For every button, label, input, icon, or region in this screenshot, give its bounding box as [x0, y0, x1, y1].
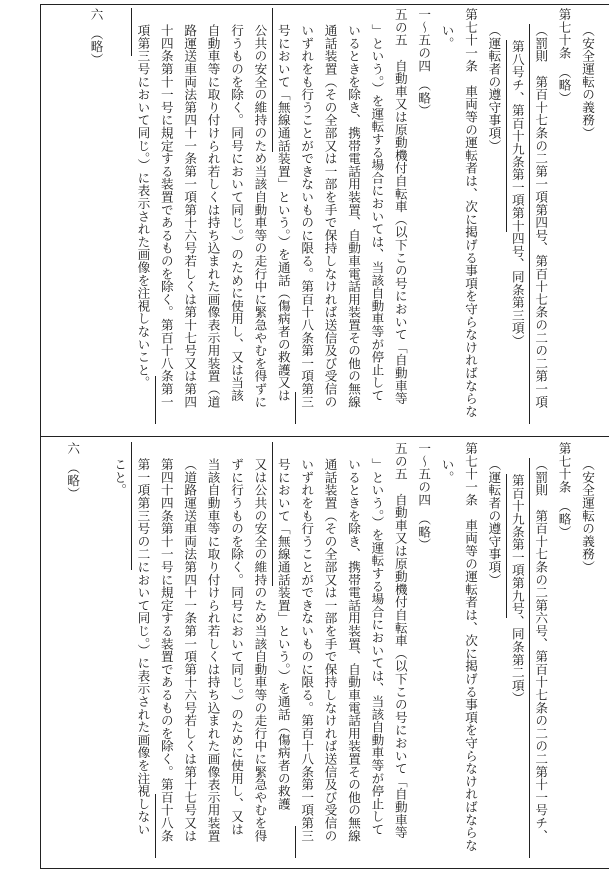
- text-line: いるときを除き、携帯電話用装置、自動車電話用装置その他の無線: [346, 24, 361, 408]
- text-line: 六 （略）: [65, 442, 81, 500]
- text-line: いるときを除き、携帯電話用装置、自動車電話用装置その他の無線: [346, 458, 361, 842]
- text-line: 」という。）を運転する場合においては、当該自動車等が停止して: [369, 24, 385, 402]
- text-line: 路運送車両法第四十一条第一項第十六号若しくは第十七号又は第四: [182, 24, 198, 408]
- text-line: 第七十一条 車両等の運転者は、次に掲げる事項を守らなければならな: [463, 442, 478, 852]
- text-line: （罰則 第百十七条の二第一項第四号、第百十七条の二の二第一項: [533, 24, 549, 408]
- text-line: 通話装置（その全部又は一部を手で保持しなければ送信及び受信の: [322, 458, 338, 842]
- bottom-rule: [40, 868, 609, 869]
- text-line: 通話装置（その全部又は一部を手で保持しなければ送信及び受信の: [322, 24, 338, 408]
- amendment-underline: [529, 24, 530, 424]
- amendment-underline: [529, 458, 530, 858]
- text-line: 一～五の四 （略）: [416, 8, 432, 117]
- text-line: 項第三号において同じ。）に表示された画像を注視しないこと。: [135, 24, 151, 389]
- amendment-underline: [131, 8, 132, 56]
- text-line: 自動車等に取り付けられ若しくは持ち込まれた画像表示用装置（道: [205, 24, 221, 408]
- amendment-underline: [272, 442, 273, 586]
- text-line: 六 （略）: [88, 8, 104, 66]
- amendment-underline: [506, 40, 507, 232]
- amendment-underline: [506, 474, 507, 618]
- amendment-underline: [295, 826, 296, 858]
- current-text-panel: [44, 8, 603, 434]
- text-line: 又は公共の安全の維持のため当該自動車等の走行中に緊急やむを得: [252, 458, 268, 842]
- text-line: 第七十一条 車両等の運転者は、次に掲げる事項を守らなければならな: [463, 8, 478, 418]
- text-line: 第一項第三号の二において同じ。）に表示された画像を注視しない: [135, 458, 151, 836]
- text-line: （安全運転の義務）: [580, 458, 595, 574]
- text-line: 五の五 自動車又は原動機付自転車（以下この号において「自動車等: [392, 8, 408, 405]
- amendment-underline: [155, 794, 156, 858]
- amendment-underline: [295, 392, 296, 424]
- text-line: いずれをも行うことができないものに限る。第百十八条第一項第三: [299, 24, 315, 408]
- amendment-underline: [155, 376, 156, 424]
- text-line: 」という。）を運転する場合においては、当該自動車等が停止して: [369, 458, 385, 836]
- text-line: 一～五の四 （略）: [416, 442, 432, 551]
- text-line: い。: [439, 24, 455, 50]
- amendment-underline: [131, 442, 132, 570]
- revised-text-panel: [44, 442, 603, 866]
- text-line: 第百十九条第一項第九号、同条第二項）: [509, 474, 525, 705]
- text-line: 第四十四条第十一号に規定する装置であるものを除く。第百十八条: [158, 458, 174, 842]
- text-line: い。: [439, 458, 455, 484]
- text-line: 第七十条 （略）: [556, 8, 572, 105]
- text-line: （道路運送車両法第四十一条第一項第十六号若しくは第十七号又は: [182, 458, 198, 842]
- text-line: いずれをも行うことができないものに限る。第百十八条第一項第三: [299, 458, 315, 842]
- top-rule: [40, 4, 609, 5]
- text-line: 第八号チ、第百十九条第一項第十四号、同条第三項）: [509, 40, 525, 348]
- text-line: 号において「無線通話装置」という。）を通話（傷病者の救護: [275, 458, 291, 811]
- amendment-underline: [272, 8, 273, 152]
- text-line: 十四条第十一号に規定する装置であるものを除く。第百十八条第一: [158, 24, 174, 408]
- text-line: （運転者の遵守事項）: [486, 24, 502, 152]
- text-line: （罰則 第百十七条の二第六号、第百十七条の二の二第十一号チ、: [533, 458, 549, 842]
- text-line: 号において「無線通話装置」という。）を通話（傷病者の救護又は: [275, 24, 291, 402]
- text-line: ずに行うものを除く。同号において同じ。）のために使用し、又は: [229, 458, 244, 836]
- text-line: 公共の安全の維持のため当該自動車等の走行中に緊急やむを得ずに: [252, 24, 268, 408]
- text-line: 五の五 自動車又は原動機付自転車（以下この号において「自動車等: [392, 442, 408, 839]
- text-line: 当該自動車等に取り付けられ若しくは持ち込まれた画像表示用装置: [205, 458, 221, 842]
- text-line: こと。: [112, 458, 127, 497]
- left-border: [40, 4, 41, 868]
- middle-rule: [40, 436, 609, 437]
- text-line: （運転者の遵守事項）: [486, 458, 502, 586]
- text-line: 行うものを除く。同号において同じ。）のために使用し、又は当該: [229, 24, 244, 402]
- text-line: 第七十条 （略）: [556, 442, 572, 539]
- text-line: （安全運転の義務）: [580, 24, 595, 140]
